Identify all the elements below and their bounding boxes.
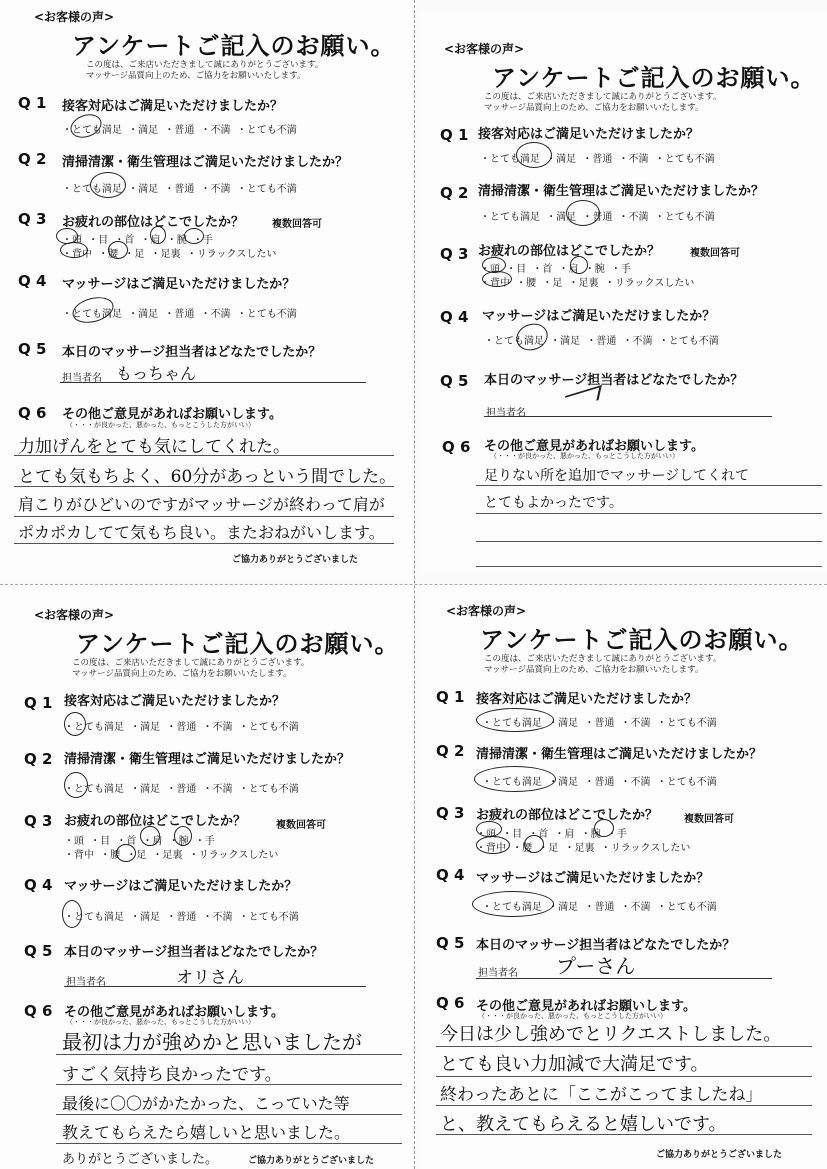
thanks-text: ご協力ありがとうございました [656, 1150, 783, 1160]
q3-options-row2: ・背中 ・腰 ・足 ・足裏 ・リラックスしたい [62, 249, 277, 260]
q4-options: ・とても満足 ・満足 ・普通 ・不満 ・とても不満 [64, 912, 299, 923]
q6-text: その他ご意見があればお願いします。 [484, 439, 704, 454]
q3-answer-circle [482, 271, 512, 287]
q1-number: Q 1 [436, 688, 465, 706]
q4-options: ・とても満足 ・満足 ・普通 ・不満 ・とても不満 [62, 309, 297, 320]
q6-number: Q 6 [24, 1002, 53, 1020]
q4-options: ・とても満足 ・満足 ・普通 ・不満 ・とても不満 [482, 902, 717, 913]
comment-rule [476, 566, 822, 567]
q3-multi-note: 複数回答可 [684, 814, 734, 825]
intro-line-2: マッサージ品質向上のため、ご協力をお願いいたします。 [86, 71, 306, 81]
q6-text: その他ご意見があればお願いします。 [64, 1005, 284, 1020]
comment-line-4: と、教えてもらえると嬉しいです。 [440, 1114, 727, 1135]
q4-answer-circle [70, 293, 117, 327]
comment-rule [56, 1114, 402, 1115]
q4-answer-circle [472, 891, 554, 917]
staff-name-handwritten: もっちゃん [116, 364, 197, 383]
q1-answer-circle [476, 708, 554, 732]
q2-number: Q 2 [24, 750, 53, 768]
q3-multi-note: 複数回答可 [690, 248, 740, 259]
q6-hint: （・・・が良かった、悪かった、もっとこうした方がいい） [490, 452, 679, 460]
q4-answer-circle [62, 900, 82, 928]
q2-text: 清掃清潔・衛生管理はご満足いただけましたか？ [476, 747, 763, 762]
q1-options: ・とても満足 ・満足 ・普通 ・不満 ・とても不満 [62, 125, 297, 136]
comment-line-5: ありがとうございました。 [62, 1152, 219, 1167]
q2-number: Q 2 [18, 150, 47, 168]
q2-options: ・とても満足 ・満足 ・普通 ・不満 ・とても不満 [482, 777, 717, 788]
comment-rule [476, 541, 822, 542]
q3-answer-circle [140, 826, 160, 846]
q5-number: Q 5 [436, 934, 465, 952]
staff-name-underline [60, 382, 366, 383]
comment-rule [56, 1143, 402, 1144]
comment-line-2: とても良い力加減で大満足です。 [440, 1054, 709, 1075]
q5-number: Q 5 [440, 372, 469, 390]
q6-number: Q 6 [436, 994, 465, 1012]
q2-options: ・とても満足 ・満足 ・普通 ・不満 ・とても不満 [64, 784, 299, 795]
comment-rule [476, 485, 822, 486]
q3-answer-circle [524, 835, 544, 853]
comment-rule [14, 543, 394, 544]
q6-number: Q 6 [18, 404, 47, 422]
q1-text: 接客対応はご満足いただけましたか？ [64, 694, 286, 709]
q1-answer-circle [64, 712, 86, 736]
survey-sheet-top-right [420, 10, 827, 575]
q1-number: Q 1 [18, 94, 47, 112]
comment-rule [14, 516, 394, 517]
q4-text: マッサージはご満足いただけましたか？ [64, 879, 298, 894]
comment-line-2: とても気もちよく、60分があっという間でした。 [18, 467, 397, 487]
comment-line-2: とてもよかったです。 [484, 495, 623, 511]
q2-number: Q 2 [440, 184, 469, 202]
comment-line-1: 最初は力が強めかと思いましたが [62, 1030, 362, 1054]
q3-text: お疲れの部位はどこでしたか？ [64, 814, 247, 829]
q4-number: Q 4 [18, 272, 47, 290]
q1-text: 接客対応はご満足いただけましたか？ [62, 99, 284, 114]
comment-rule [14, 486, 394, 487]
intro-line-2: マッサージ品質向上のため、ご協力をお願いいたします。 [72, 669, 292, 679]
q3-answer-circle [594, 819, 614, 837]
comment-line-1: 足りない所を追加でマッサージしてくれて [484, 468, 750, 484]
q3-answer-circle [116, 844, 136, 862]
staff-name-handwritten: オリさん [176, 968, 244, 988]
q1-text: 接客対応はご満足いただけましたか？ [478, 127, 700, 142]
q3-multi-note: 複数回答可 [272, 219, 322, 230]
q3-options-row2: ・背中 ・腰 ・足 ・足裏 ・リラックスしたい [64, 850, 279, 861]
q6-text: その他ご意見があればお願いします。 [476, 999, 696, 1014]
q3-options-row2: ・背中 ・腰 ・足 ・足裏 ・リラックスしたい [480, 278, 695, 289]
q1-answer-circle [67, 110, 105, 142]
q3-text: お疲れの部位はどこでしたか？ [62, 215, 245, 230]
q2-text: 清掃清潔・衛生管理はご満足いただけましたか？ [478, 184, 765, 199]
comment-rule [436, 1046, 812, 1047]
horizontal-cut-line [0, 584, 827, 585]
q1-number: Q 1 [440, 126, 469, 144]
q5-text: 本日のマッサージ担当者はどなたでしたか？ [62, 345, 322, 360]
q2-answer-circle [474, 766, 556, 792]
comment-line-1: 今日は少し強めでとリクエストしました。 [440, 1024, 782, 1045]
q3-options-row1: ・頭 ・目 ・首 ・肩 ・腕 ・手 [62, 235, 213, 246]
comment-rule [436, 1076, 812, 1077]
q3-answer-circle [570, 256, 588, 274]
q2-answer-circle [64, 772, 88, 798]
q5-text: 本日のマッサージ担当者はどなたでしたか？ [64, 945, 324, 960]
q3-number: Q 3 [24, 812, 53, 830]
q5-text: 本日のマッサージ担当者はどなたでしたか？ [484, 373, 744, 388]
staff-name-label: 担当者名 [62, 373, 102, 384]
comment-line-4: 教えてもらえたら嬉しいと思いました。 [62, 1123, 351, 1142]
q2-options: ・とても満足 ・満足 ・普通 ・不満 ・とても不満 [480, 212, 715, 223]
staff-signature-scribble [562, 385, 602, 411]
q2-options: ・とても満足 ・満足 ・普通 ・不満 ・とても不満 [62, 184, 297, 195]
staff-name-underline [484, 416, 772, 417]
voice-label: <お客様の声> [446, 604, 527, 618]
q2-answer-circle [566, 200, 600, 226]
q5-text: 本日のマッサージ担当者はどなたでしたか？ [476, 938, 736, 953]
comment-line-2: すごく気持ち良かったです。 [62, 1065, 282, 1085]
q3-options-row2: ・背中 ・腰 ・足 ・足裏 ・リラックスしたい [476, 843, 691, 854]
q1-number: Q 1 [24, 694, 53, 712]
intro-line-1: この度は、ご来店いただきまして誠にありがとうございます。 [86, 60, 324, 70]
voice-label: <お客様の声> [34, 10, 115, 24]
thanks-text: ご協力ありがとうございました [248, 1156, 375, 1166]
q2-answer-circle [90, 172, 126, 198]
q1-options: ・とても満足 ・満足 ・普通 ・不満 ・とても不満 [64, 722, 299, 733]
q6-text: その他ご意見があればお願いします。 [62, 407, 282, 422]
voice-label: <お客様の声> [444, 42, 525, 56]
q1-answer-circle [516, 142, 552, 168]
q6-hint: （・・・が良かった、悪かった、もっとこうした方がいい） [478, 1012, 667, 1020]
q6-hint: （・・・が良かった、悪かった、もっとこうした方がいい） [66, 1018, 255, 1026]
survey-sheet-bottom-right [420, 588, 827, 1169]
q3-number: Q 3 [436, 804, 465, 822]
q4-text: マッサージはご満足いただけましたか？ [482, 309, 716, 324]
comment-rule [436, 1105, 812, 1106]
comment-line-3: 肩こりがひどいのですがマッサージが終わって肩が [18, 495, 385, 514]
comment-line-4: ポカポカしてて気もち良い。またおねがいします。 [18, 523, 385, 542]
q1-text: 接客対応はご満足いただけましたか？ [476, 692, 698, 707]
q3-number: Q 3 [440, 245, 469, 263]
q3-answer-circle [174, 826, 192, 846]
q5-number: Q 5 [24, 942, 53, 960]
q4-text: マッサージはご満足いただけましたか？ [476, 871, 710, 886]
q4-number: Q 4 [24, 876, 53, 894]
staff-name-underline [476, 978, 772, 979]
q1-options: ・とても満足 ・満足 ・普通 ・不満 ・とても不満 [480, 154, 715, 165]
voice-label: <お客様の声> [34, 608, 115, 622]
q3-options-row1: ・頭 ・目 ・首 ・肩 ・腕 ・手 [476, 829, 627, 840]
q5-number: Q 5 [18, 340, 47, 358]
staff-name-underline [64, 986, 366, 987]
q4-number: Q 4 [436, 866, 465, 884]
survey-sheet-bottom-left [0, 588, 412, 1169]
q1-options: ・とても満足 ・満足 ・普通 ・不満 ・とても不満 [482, 718, 717, 729]
q3-answer-circle [108, 241, 128, 259]
intro-line-2: マッサージ品質向上のため、ご協力をお願いいたします。 [484, 665, 704, 675]
comment-rule [56, 1084, 402, 1085]
q3-multi-note: 複数回答可 [276, 820, 326, 831]
comment-line-3: 最後に〇〇がかたかった、こっていた等 [62, 1094, 350, 1113]
staff-name-label: 担当者名 [486, 408, 526, 419]
q6-number: Q 6 [442, 438, 471, 456]
intro-line-1: この度は、ご来店いただきまして誠にありがとうございます。 [72, 658, 310, 668]
q3-answer-circle [150, 226, 166, 244]
survey-title: アンケートご記入のお願い。 [492, 64, 816, 92]
q3-answer-circle [60, 242, 88, 258]
q3-answer-circle [184, 228, 204, 244]
q3-text: お疲れの部位はどこでしたか？ [478, 244, 661, 259]
comment-rule [476, 513, 822, 514]
staff-name-label: 担当者名 [478, 968, 518, 979]
thanks-text: ご協力ありがとうございました [232, 555, 359, 565]
staff-name-handwritten: プーさん [556, 954, 636, 978]
q3-answer-circle [476, 836, 510, 854]
survey-sheet-top-left [0, 0, 412, 582]
q4-text: マッサージはご満足いただけましたか？ [62, 277, 296, 292]
q3-answer-circle [476, 821, 502, 837]
comment-rule [436, 1134, 812, 1135]
comment-line-3: 終わったあとに「ここがこってましたね」 [440, 1085, 763, 1105]
intro-line-1: この度は、ご来店いただきまして誠にありがとうございます。 [484, 654, 722, 664]
staff-name-label: 担当者名 [66, 977, 106, 988]
survey-title: アンケートご記入のお願い。 [480, 626, 804, 654]
q2-text: 清掃清潔・衛生管理はご満足いただけましたか？ [62, 155, 349, 170]
comment-line-1: 力加げんをとても気にしてくれた。 [18, 437, 290, 457]
survey-title: アンケートご記入のお願い。 [72, 32, 396, 60]
q3-options-row1: ・頭 ・目 ・首 ・肩 ・腕 ・手 [480, 264, 631, 275]
intro-line-2: マッサージ品質向上のため、ご協力をお願いいたします。 [484, 103, 704, 113]
survey-title: アンケートご記入のお願い。 [76, 630, 400, 658]
q2-text: 清掃清潔・衛生管理はご満足いただけましたか？ [64, 752, 351, 767]
q4-number: Q 4 [440, 308, 469, 326]
q2-number: Q 2 [436, 742, 465, 760]
q3-number: Q 3 [18, 210, 47, 228]
comment-rule [56, 1054, 402, 1055]
q4-options: ・とても満足 ・満足 ・普通 ・不満 ・とても不満 [484, 336, 719, 347]
q3-options-row1: ・頭 ・目 ・首 ・肩 ・腕 ・手 [64, 836, 215, 847]
q4-answer-circle [513, 319, 552, 354]
q3-text: お疲れの部位はどこでしたか？ [476, 808, 659, 823]
comment-rule [14, 455, 394, 456]
intro-line-1: この度は、ご来店いただきまして誠にありがとうございます。 [484, 92, 722, 102]
q6-hint: （・・・が良かった、悪かった、もっとこうした方がいい） [66, 421, 255, 429]
